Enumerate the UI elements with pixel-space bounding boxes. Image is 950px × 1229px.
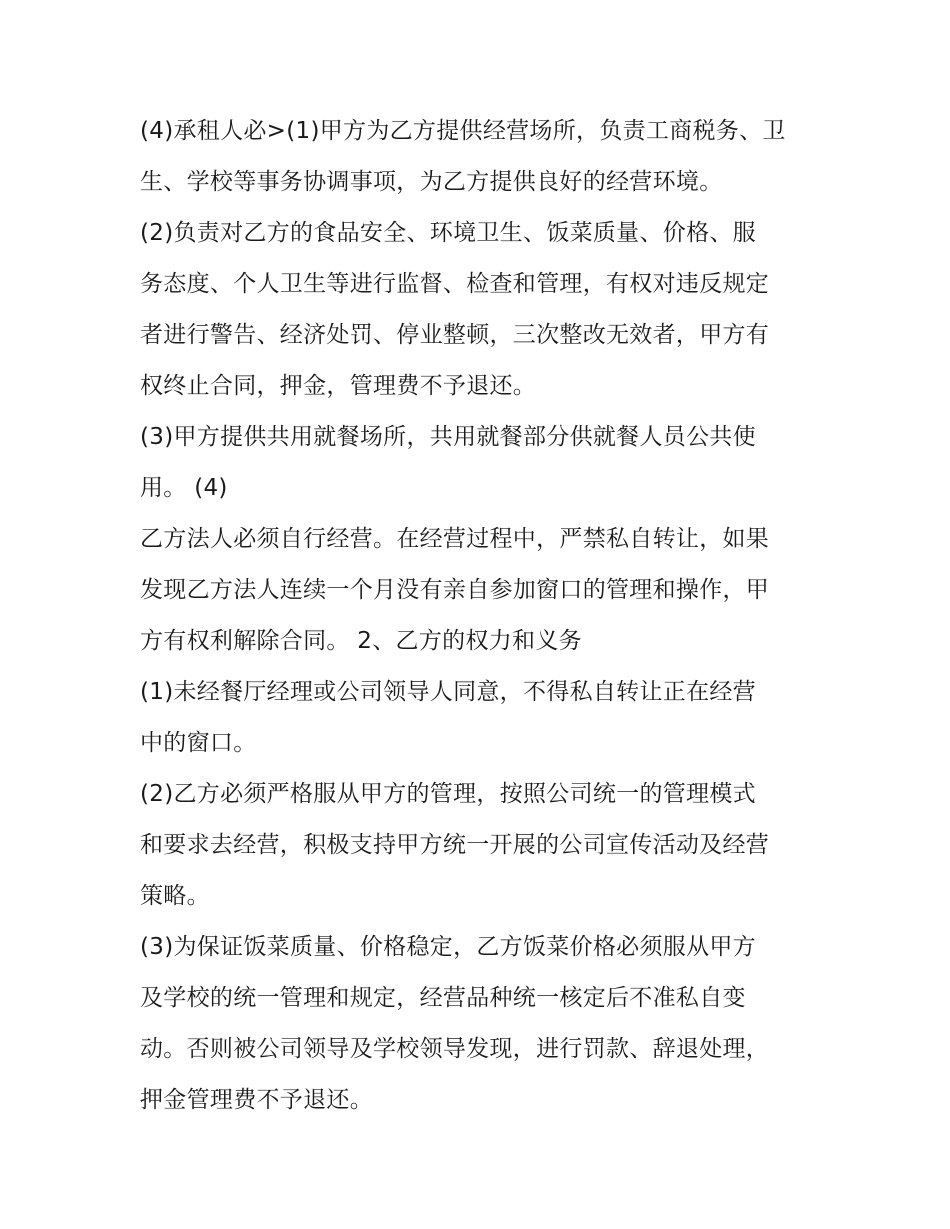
text-line: (3)甲方提供共用就餐场所，共用就餐部分供就餐人员公共使: [140, 424, 756, 450]
text-line: 者进行警告、经济处罚、停业整顿，三次整改无效者，甲方有: [140, 322, 770, 348]
text-line: 和要求去经营，积极支持甲方统一开展的公司宣传活动及经营: [140, 832, 770, 858]
text-line: 策略。: [140, 883, 210, 909]
text-line: 中的窗口。: [140, 730, 257, 756]
text-line: 乙方法人必须自行经营。在经营过程中，严禁私自转让，如果: [140, 526, 770, 552]
text-line: 动。否则被公司领导及学校领导发现，进行罚款、辞退处理，: [140, 1036, 770, 1062]
text-line: 押金管理费不予退还。: [140, 1087, 373, 1113]
text-line: 务态度、个人卫生等进行监督、检查和管理，有权对违反规定: [140, 271, 770, 297]
text-line: 及学校的统一管理和规定，经营品种统一核定后不准私自变: [140, 985, 746, 1011]
document-body: [140, 106, 820, 1126]
text-line: 权终止合同，押金，管理费不予退还。: [140, 373, 537, 399]
text-line: 用。 (4): [140, 475, 228, 501]
text-line: (4)承租人必>(1)甲方为乙方提供经营场所，负责工商税务、卫: [140, 118, 786, 144]
text-line: 发现乙方法人连续一个月没有亲自参加窗口的管理和操作，甲: [140, 577, 770, 603]
text-line: (3)为保证饭菜质量、价格稳定，乙方饭菜价格必须服从甲方: [140, 934, 756, 960]
text-line: (1)未经餐厅经理或公司领导人同意，不得私自转让正在经营: [140, 679, 756, 705]
text-line: (2)负责对乙方的食品安全、环境卫生、饭菜质量、价格、服: [140, 220, 756, 246]
text-line: 方有权利解除合同。 2、乙方的权力和义务: [140, 628, 582, 654]
text-line: (2)乙方必须严格服从甲方的管理，按照公司统一的管理模式: [140, 781, 756, 807]
text-line: 生、学校等事务协调事项，为乙方提供良好的经营环境。: [140, 169, 723, 195]
